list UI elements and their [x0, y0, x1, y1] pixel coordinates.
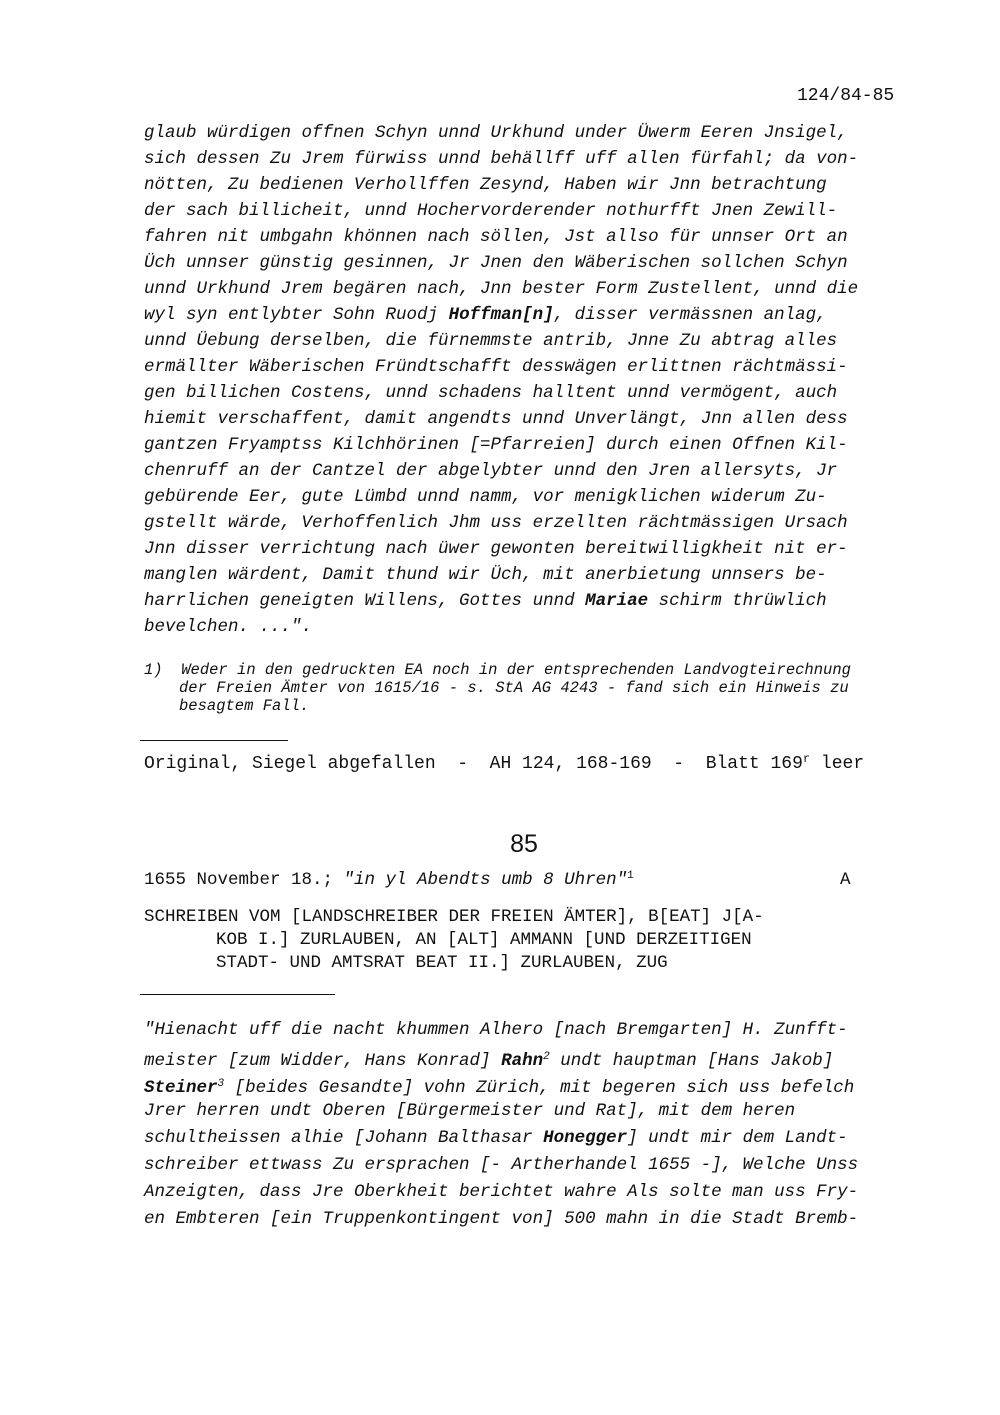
document-title [144, 906, 904, 975]
document-type: A [840, 870, 851, 890]
text-segment: schultheissen alhie [Johann Balthasar [144, 1128, 544, 1148]
divider [140, 740, 288, 741]
text-segment: wyl syn entlybter Sohn Ruodj [144, 305, 449, 325]
dateline [144, 870, 854, 890]
title-line: KOB I.] ZURLAUBEN, AN [ALT] AMMANN [UND DERZEITIGEN [216, 930, 752, 950]
text-line: hiemit verschaffent, damit angendts unnd Unverlängt, Jnn allen dess [144, 409, 848, 429]
text-segment: harrlichen geneigten Willens, Gottes unnd [144, 591, 586, 611]
text-segment: schirm thrüwlich [648, 591, 827, 611]
footnote-text: Weder in den gedruckten EA noch in der entsprechenden Landvogteirechnung [181, 661, 851, 679]
text-line: fahren nit umbgahn khönnen nach söllen, Jst allso für unnser Ort an [144, 227, 848, 247]
text-line: schreiber ettwass Zu ersprachen [- Artherhandel 1655 -], Welche Unss [144, 1155, 859, 1175]
footnote-ref: 2 [543, 1051, 550, 1063]
text-line: unnd Urkhund Jrem begären nach, Jnn bester Form Zustellent, unnd die [144, 279, 859, 299]
title-line: STADT- UND AMTSRAT BEAT II.] ZURLAUBEN, ZUG [216, 953, 668, 973]
text-segment: meister [zum Widder, Hans Konrad] [144, 1051, 502, 1071]
text-line: chenruff an der Cantzel der abgelybter unnd den Jren allersyts, Jr [144, 461, 838, 481]
footnote-ref: 3 [217, 1078, 225, 1090]
text-line: ermällter Wäberischen Fründtschafft desswägen erlittnen rächtmässi- [144, 357, 848, 377]
text-line: nötten, Zu bedienen Verhollffen Zesynd, Haben wir Jnn betrachtung [144, 175, 827, 195]
footnote-marker: 1) [144, 661, 163, 679]
text-line [144, 302, 914, 328]
text-line: manglen wärdent, Damit thund wir Üch, mit anerbietung unnsers be- [144, 565, 827, 585]
text-line: gebürende Eer, gute Lümbd unnd namm, vor menigklichen widerum Zu- [144, 487, 827, 507]
text-line: "Hienacht uff die nacht khummen Alhero [nach Bremgarten] H. Zunfft- [144, 1020, 848, 1040]
person-name-hoffmann: Hoffman[n] [448, 305, 554, 325]
text-line: Üch unnser günstig gesinnen, Jr Jnen den Wäberischen sollchen Schyn [144, 253, 848, 273]
letter-quote-continuation [144, 120, 914, 640]
date-text: 1655 November 18.; [144, 870, 344, 890]
text-line [144, 588, 914, 614]
source-note [144, 752, 864, 774]
text-line [144, 1044, 914, 1071]
person-name-steiner: Steiner [144, 1078, 218, 1098]
footnote-line: der Freien Ämter von 1615/16 - s. StA AG 4243 - fand sich ein Hinweis zu [179, 679, 849, 697]
person-name-honegger: Honegger [543, 1128, 628, 1148]
source-text: Original, Siegel abgefallen - AH 124, 168-169 - Blatt 169 [144, 754, 803, 774]
text-line: gantzen Fryamptss Kilchhörinen [=Pfarreien] durch einen Offnen Kil- [144, 435, 848, 455]
text-segment: , disser vermässnen anlag, [553, 305, 827, 325]
text-line: der sach billicheit, unnd Hochervorderender nothurfft Jnen Zewill- [144, 201, 838, 221]
page-number: 124/84-85 [797, 86, 895, 106]
time-quote: "in yl Abendts umb 8 Uhren" [343, 870, 628, 890]
title-line: SCHREIBEN VOM [LANDSCHREIBER DER FREIEN ÄMTER], B[EAT] J[A- [144, 907, 764, 927]
letter-quote [144, 1017, 914, 1233]
text-line: sich dessen Zu Jrem fürwiss unnd behällff uff allen fürfahl; da von- [144, 149, 859, 169]
text-line: Anzeigten, dass Jre Oberkheit berichtet wahre Als solte man uss Fry- [144, 1182, 859, 1202]
text-line [144, 1125, 914, 1152]
text-line: Jnn disser verrichtung nach üwer gewonten bereitwilligkheit nit er- [144, 539, 848, 559]
footnote-line [144, 661, 914, 679]
text-line: en Embteren [ein Truppenkontingent von] 500 mahn in die Stadt Bremb- [144, 1209, 859, 1229]
person-name-rahn: Rahn [501, 1051, 544, 1071]
text-line: Jrer herren undt Oberen [Bürgermeister und Rat], mit dem heren [144, 1101, 796, 1121]
text-segment: undt hauptman [Hans Jakob] [549, 1051, 834, 1071]
text-segment: [beides Gesandte] vohn Zürich, mit begeren sich uss befelch [224, 1078, 855, 1098]
text-line: gstellt wärde, Verhoffenlich Jhm uss erzellten rächtmässigen Ursach [144, 513, 848, 533]
text-line: bevelchen. ...". [144, 617, 313, 637]
source-text-after: leer [810, 754, 865, 774]
document-number: 85 [510, 830, 538, 858]
text-line: glaub würdigen offnen Schyn unnd Urkhund under Üwerm Eeren Jnsigel, [144, 123, 848, 143]
name-mariae: Mariae [585, 591, 649, 611]
text-line: gen billichen Costens, unnd schadens halltent unnd vermögent, auch [144, 383, 838, 403]
footnote-ref: 1 [627, 870, 634, 882]
text-line: unnd Üebung derselben, die fürnemmste antrib, Jnne Zu abtrag alles [144, 331, 838, 351]
text-segment: ] undt mir dem Landt- [627, 1128, 848, 1148]
footnote [144, 661, 914, 715]
text-line [144, 1071, 914, 1098]
source-sup: r [802, 752, 811, 766]
divider [140, 994, 335, 995]
footnote-line: besagtem Fall. [179, 697, 310, 715]
